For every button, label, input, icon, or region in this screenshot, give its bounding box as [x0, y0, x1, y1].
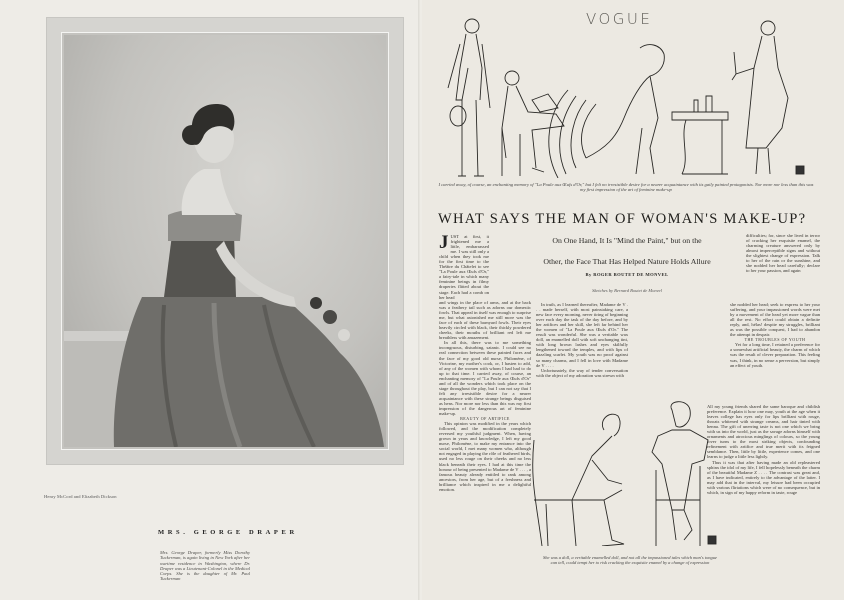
drop-cap: J	[439, 232, 449, 253]
portrait-caption: Mrs. George Draper, formerly Miss Dorothy Tuckerman, is again living in New York after her wartime residence in Washington, where Dr. Draper was a Lieutenant-Colonel in the Medical Corps. She is the daughter of Mr. Paul Tuckerman	[160, 550, 250, 582]
article-byline: By ROGER BOUTET DE MONVEL	[585, 272, 669, 277]
article-subhead-line1: On One Hand, It Is "Mind the Paint," but on the	[552, 236, 702, 245]
article-paragraph: and wings in the place of arms, and at the back was a feathery tail such as adorns our domestic fowls. That appeal in itself was enough to surprise me, but what astonished me still more was the face of each of these barnyard fowls. Their eyes heavily circled with black, their thickly powdered cheeks, their mouths of brilliant red left me breathless with amazement.	[439, 300, 531, 341]
article-column-3-wide	[638, 302, 820, 368]
left-page	[0, 0, 420, 600]
top-illustration-icon	[436, 8, 816, 178]
article-paragraph: Thus it was that after having made an old repleastered sphinx the idol of my life, I fell hopelessly beneath the charm of the beautiful Madame Z . . . . The contrast was great and, as I have indicated, entirely to the advantage of the latter. I may add that in the interval, my leisure had been occupied with various flirtations which were of no consequence, but in which, in sign of my happy reform in taste, rouge	[707, 459, 820, 495]
seated-couple-illustration-icon	[532, 400, 732, 546]
photo-credit: Henry McCord and Elizabeth Dickson	[44, 494, 117, 499]
article-paragraph: In truth, as I learned thereafter, Madame de V . . . made herself, with most painstaking care, a new face every morning, never tiring of beginning over each day the task of the day before, and by her artifices and her skill, she left far behind her the women of "La Poule aux Œufs d'Or." The result was wonderful. She was a veritable wax doll, an enamelled doll with soft unchanging tint, with long brown lashes and eyes skilfully lengthened toward the temples, and with lips of dazzling scarlet. My youth was no proof against so many charms, and I fell in love with Madame de V . . . .	[536, 302, 628, 368]
article-column-3-top	[746, 233, 820, 273]
portrait-photo-frame	[61, 32, 389, 450]
portrait-title: MRS. GEORGE DRAPER	[158, 529, 298, 536]
top-illustration-caption: I carried away, of course, an enchanting memory of "La Poule aux Œufs d'Or," but I felt no irresistible desire for a nearer acquaintance with its gaily painted protagonists. Nor more nor less than this was my first impression of the art of feminine make-up	[438, 182, 814, 193]
article-paragraph: difficulties; for, since she lived in terror of cracking her exquisite enamel, the charming creature answered only by almost imperceptible signs and without the slightest change of expression. Talk to her of the rain or the sunshine, and she nodded her head carefully; declare to her your passion, and again	[746, 233, 820, 274]
vogue-masthead: VOGUE	[586, 10, 653, 28]
article-column-2	[536, 302, 628, 378]
mid-illustration-caption: She was a doll, a veritable enamelled doll, and not all the impassioned tales which man's tongue can tell, could tempt her to risk cracking the exquisite enamel by a change of expression	[543, 555, 717, 566]
article-paragraph: This opinion was modified in the years which followed, and the modification completely reversed my youthful judgment. When, having grown in years and knowledge, I left my good nurse, Philomène, to make my entrance into the social world, I met many women who, although not engaged in playing the rôle of feathered birds, used no less rouge on their cheeks and no less black beneath their eyes. I had at this time the honour of being presented to Madame de V . . . , a famous beauty already entitled to rank among ancestors, from her age, but of a freshness and brilliance which inspired in me a delightful emotion.	[439, 421, 531, 492]
article-paragraph: Unfortunately, the way of tender conversation with the object of my adoration was strewn with	[536, 367, 628, 378]
article-headline: WHAT SAYS THE MAN OF WOMAN'S MAKE-UP?	[438, 211, 807, 227]
article-paragraph: In all this, there was to me something incongruous, disturbing, satanic. I could see no real connection between these painted faces and the face of my good old nurse, Philomène, of Victorine, my mother's cook, or, I hasten to add, of any of the women with whom I had had to do up to that time. I carried away, of course, an enchanting memory of "La Poule aux Œufs d'Or" and of all the wonders which took place on the stage throughout the play, but I can not say that I felt any irresistible desire for a nearer acquaintance with these strange beings disguised as hens. Nor more nor less than this was my first impression of the dangerous art of feminine make-up.	[439, 340, 531, 417]
portrait-photo	[64, 35, 386, 447]
seated-woman-photo-icon	[64, 35, 386, 447]
section-heading-beauty-of-artifice: BEAUTY OF ARTIFICE	[460, 416, 510, 422]
article-column-1-top	[439, 234, 489, 300]
section-heading-troubles-of-youth: THE TROUBLES OF YOUTH	[744, 337, 806, 343]
article-paragraph: she nodded her head; seek to express to her your suffering, and your impassioned words were met by a movement of the head yet more vague than all the rest. No effort could obtain a definite reply, and, hélas! despite my struggles, brilliant as was the possible conquest, I had to abandon the attempt in despair.	[730, 302, 820, 338]
article-column-1	[439, 300, 531, 492]
article-paragraph: Yet for a long time, I retained a preference for a somewhat artificial beauty, the charm of which was the result of clever preparation. This feeling was, I think, in no sense a perversion, but simply an effect of youth.	[730, 342, 820, 368]
article-subhead-line2: Other, the Face That Has Helped Nature Holds Allure	[543, 257, 711, 266]
sketch-credit: Sketches by Bernard Boutet de Monvel	[592, 288, 662, 293]
article-paragraph: All my young friends shared the same baroque and childish preference. Explain it how one may, youth at the age when it leaves college has eyes only for lips brilliant with rouge, throats whitened with strange creams, and hair tinted with henna. The gift of unerring taste is not one which we bring with us into the world, just as the savage adorns himself with ornaments and atrocious minglings of colours, so the young lover turns to the most striking objects, confounding refinement with artifice and true merit with its feigned semblance. Then, little by little, experience comes, and one learns to judge a little less lightly.	[707, 404, 820, 460]
article-paragraph: UST at first, it frightened me a little, embarrassed me. I was still only a child when they took me for the first time to the Théâtre du Châtelet to see "La Poule aux Œufs d'Or," a fairy-tale in which many feminine beings in filmy draperies flitted about the stage. Each had a comb on her head	[439, 234, 489, 300]
portrait-photo-mat	[46, 17, 404, 465]
